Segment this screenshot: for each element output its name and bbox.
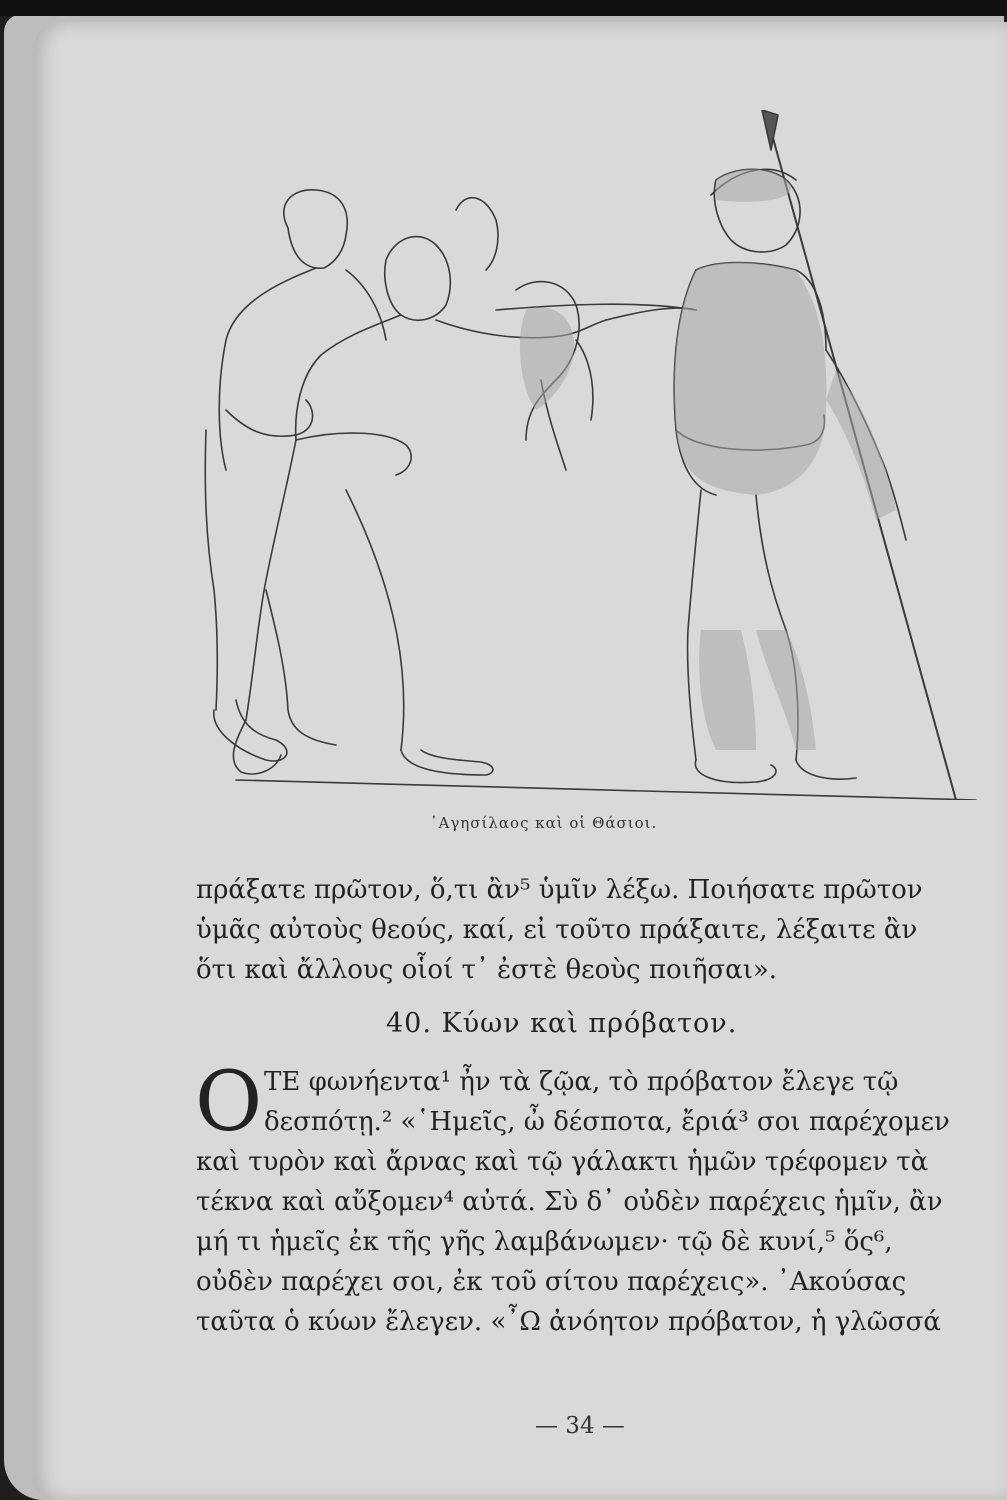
text-line: δεσπότῃ.² «῾Ημεῖς, ὦ δέσποτα, ἔριά³ σοι παρέχομεν [264, 1107, 950, 1137]
text-line: μή τι ἡμεῖς ἐκ τῆς γῆς λαμβάνωμεν· τῷ δὲ κυνί,⁵ ὅς⁶, [196, 1227, 893, 1257]
text-line: οὐδὲν παρέχει σοι, ἐκ τοῦ σίτου παρέχεις». ᾽Ακούσας [196, 1267, 907, 1297]
text-line: καὶ τυρὸν καὶ ἄρνας καὶ τῷ γάλακτι ἡμῶν τρέφομεν τὰ [196, 1147, 929, 1177]
section-heading: 40. Κύων καὶ πρόβατον. [386, 1008, 738, 1039]
illustration-caption: ᾿Αγησίλαος καὶ οἱ Θάσιοι. [430, 814, 658, 832]
page-number: — 34 — [535, 1413, 625, 1439]
top-shadow [0, 0, 1007, 16]
illustration-agesilaus [196, 110, 996, 800]
text-line: ΤΕ φωνήεντα¹ ἦν τὰ ζῷα, τὸ πρόβατον ἔλεγε τῷ [264, 1067, 899, 1097]
text-line: ὑμᾶς αὐτοὺς θεούς, καί, εἰ τοῦτο πράξαιτε, λέξαιτε ἂν [196, 915, 918, 945]
text-line: πράξατε πρῶτον, ὅ,τι ἂν⁵ ὑμῖν λέξω. Ποιήσατε πρῶτον [196, 875, 923, 905]
drop-cap: Ο [195, 1055, 263, 1150]
text-line: ταῦτα ὁ κύων ἔλεγεν. «῏Ω ἀνόητον πρόβατον, ἡ γλῶσσά [196, 1307, 941, 1337]
text-line: τέκνα καὶ αὔξομεν⁴ αὐτά. Σὺ δ᾽ οὐδὲν παρέχεις ἡμῖν, ἂν [196, 1187, 943, 1217]
text-line: ὅτι καὶ ἄλλους οἷοί τ᾽ ἐστὲ θεοὺς ποιῆσαι». [196, 955, 778, 985]
section-paragraph [195, 1055, 996, 1342]
intro-paragraph [196, 870, 996, 990]
